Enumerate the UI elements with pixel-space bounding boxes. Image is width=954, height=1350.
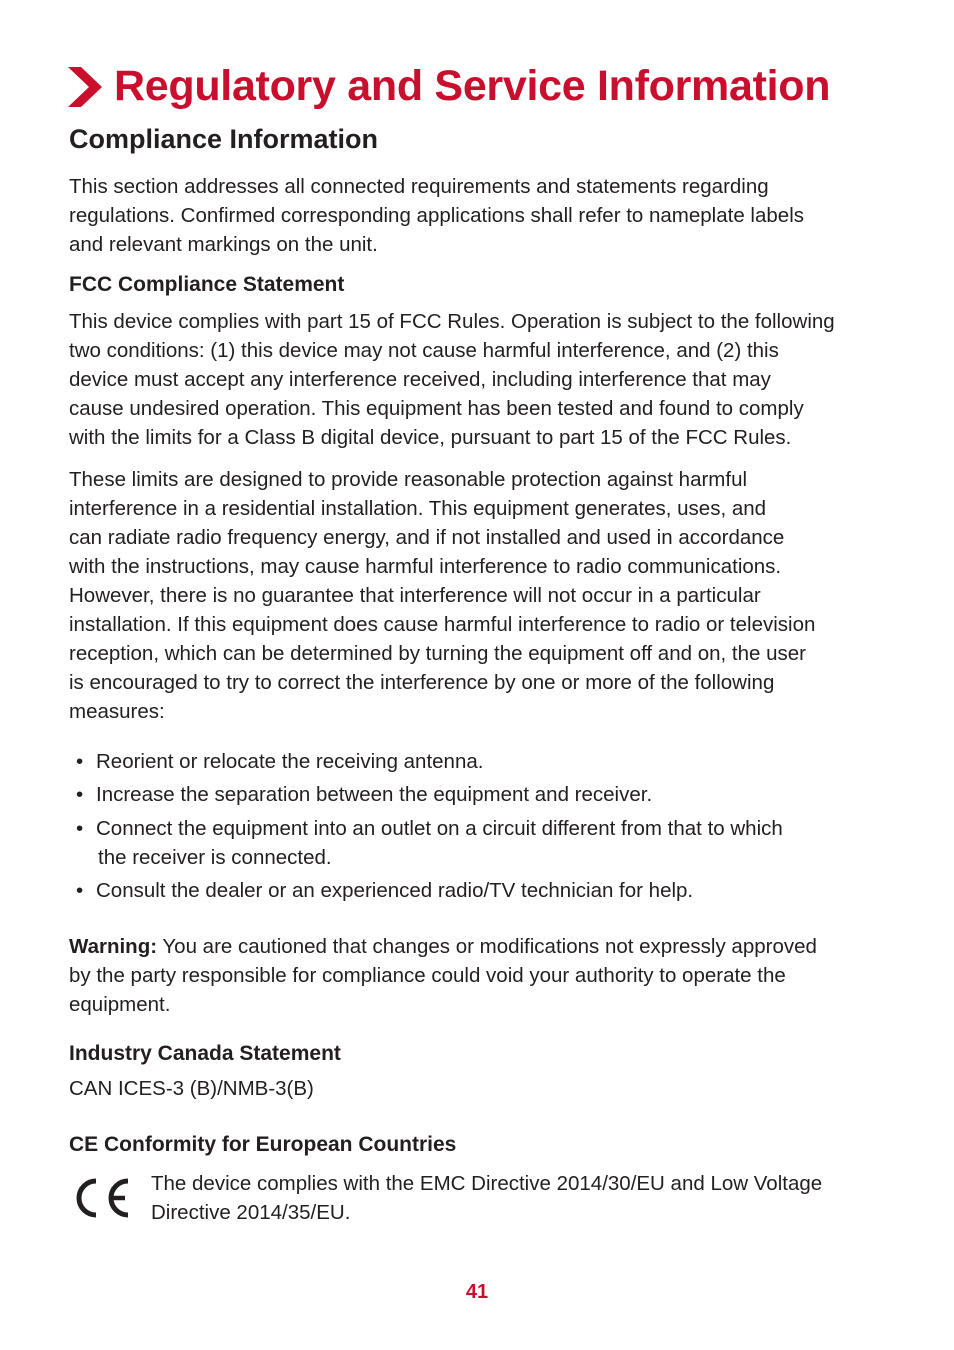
bullet-icon: • [76,817,84,840]
bullet-icon: • [76,750,84,773]
list-item-text: Increase the separation between the equipment and receiver. [96,783,653,806]
text-line: However, there is no guarantee that interference will not occur in a particular [69,584,761,607]
page-header [68,62,830,111]
ce-mark-icon [70,1175,132,1221]
warning-label: Warning: [69,935,158,958]
text-line: is encouraged to try to correct the interference by one or more of the following [69,671,775,694]
text-line: and relevant markings on the unit. [69,233,378,256]
text-line: with the instructions, may cause harmful interference to radio communications. [69,555,782,578]
text-line: These limits are designed to provide reasonable protection against harmful [69,468,748,491]
fcc-warning [69,932,894,1019]
list-item [76,780,652,809]
text-line: cause undesired operation. This equipment has been tested and found to comply [69,397,804,420]
text-line: This section addresses all connected requirements and statements regarding [69,175,769,198]
text-line: Directive 2014/35/EU. [151,1201,351,1224]
page-number: 41 [465,1281,489,1303]
warning-text: You are cautioned that changes or modifications not expressly approved [157,935,817,958]
text-line: reception, which can be determined by turning the equipment off and on, the user [69,642,806,665]
list-item [76,876,693,905]
section-heading-fcc: FCC Compliance Statement [69,273,345,296]
text-line: regulations. Confirmed corresponding applications shall refer to nameplate labels [69,204,804,227]
fcc-paragraph-1 [69,307,894,452]
text-line: measures: [69,700,165,723]
bullet-icon: • [76,879,84,902]
list-item-text: Reorient or relocate the receiving antenna. [96,750,484,773]
list-item-text: Connect the equipment into an outlet on a circuit different from that to which [96,817,783,840]
text-line: interference in a residential installation. This equipment generates, uses, and [69,497,767,520]
page-title: Regulatory and Service Information [114,62,831,110]
bullet-icon: • [76,783,84,806]
list-item-text-continuation: the receiver is connected. [98,846,332,869]
ce-text [151,1169,891,1227]
compliance-intro [69,172,894,259]
text-line: by the party responsible for compliance could void your authority to operate the [69,964,786,987]
section-heading-industry-canada: Industry Canada Statement [69,1042,341,1065]
list-item [76,747,483,776]
list-item-text: Consult the dealer or an experienced radio/TV technician for help. [96,879,694,902]
text-line [69,932,894,961]
text-line: can radiate radio frequency energy, and if not installed and used in accordance [69,526,785,549]
text-line: device must accept any interference received, including interference that may [69,368,771,391]
text-line: The device complies with the EMC Directive 2014/30/EU and Low Voltage [151,1172,823,1195]
section-heading-ce: CE Conformity for European Countries [69,1133,457,1156]
text-line: equipment. [69,993,171,1016]
chevron-right-icon [68,67,102,107]
text-line: This device complies with part 15 of FCC Rules. Operation is subject to the following [69,310,835,333]
text-line: with the limits for a Class B digital device, pursuant to part 15 of the FCC Rules. [69,426,792,449]
text-line: two conditions: (1) this device may not cause harmful interference, and (2) this [69,339,779,362]
industry-canada-text [69,1074,894,1103]
list-item [76,814,783,872]
section-heading-compliance: Compliance Information [69,124,379,154]
text-line: CAN ICES-3 (B)/NMB-3(B) [69,1077,314,1100]
text-line: installation. If this equipment does cause harmful interference to radio or television [69,613,816,636]
fcc-paragraph-2 [69,465,894,726]
